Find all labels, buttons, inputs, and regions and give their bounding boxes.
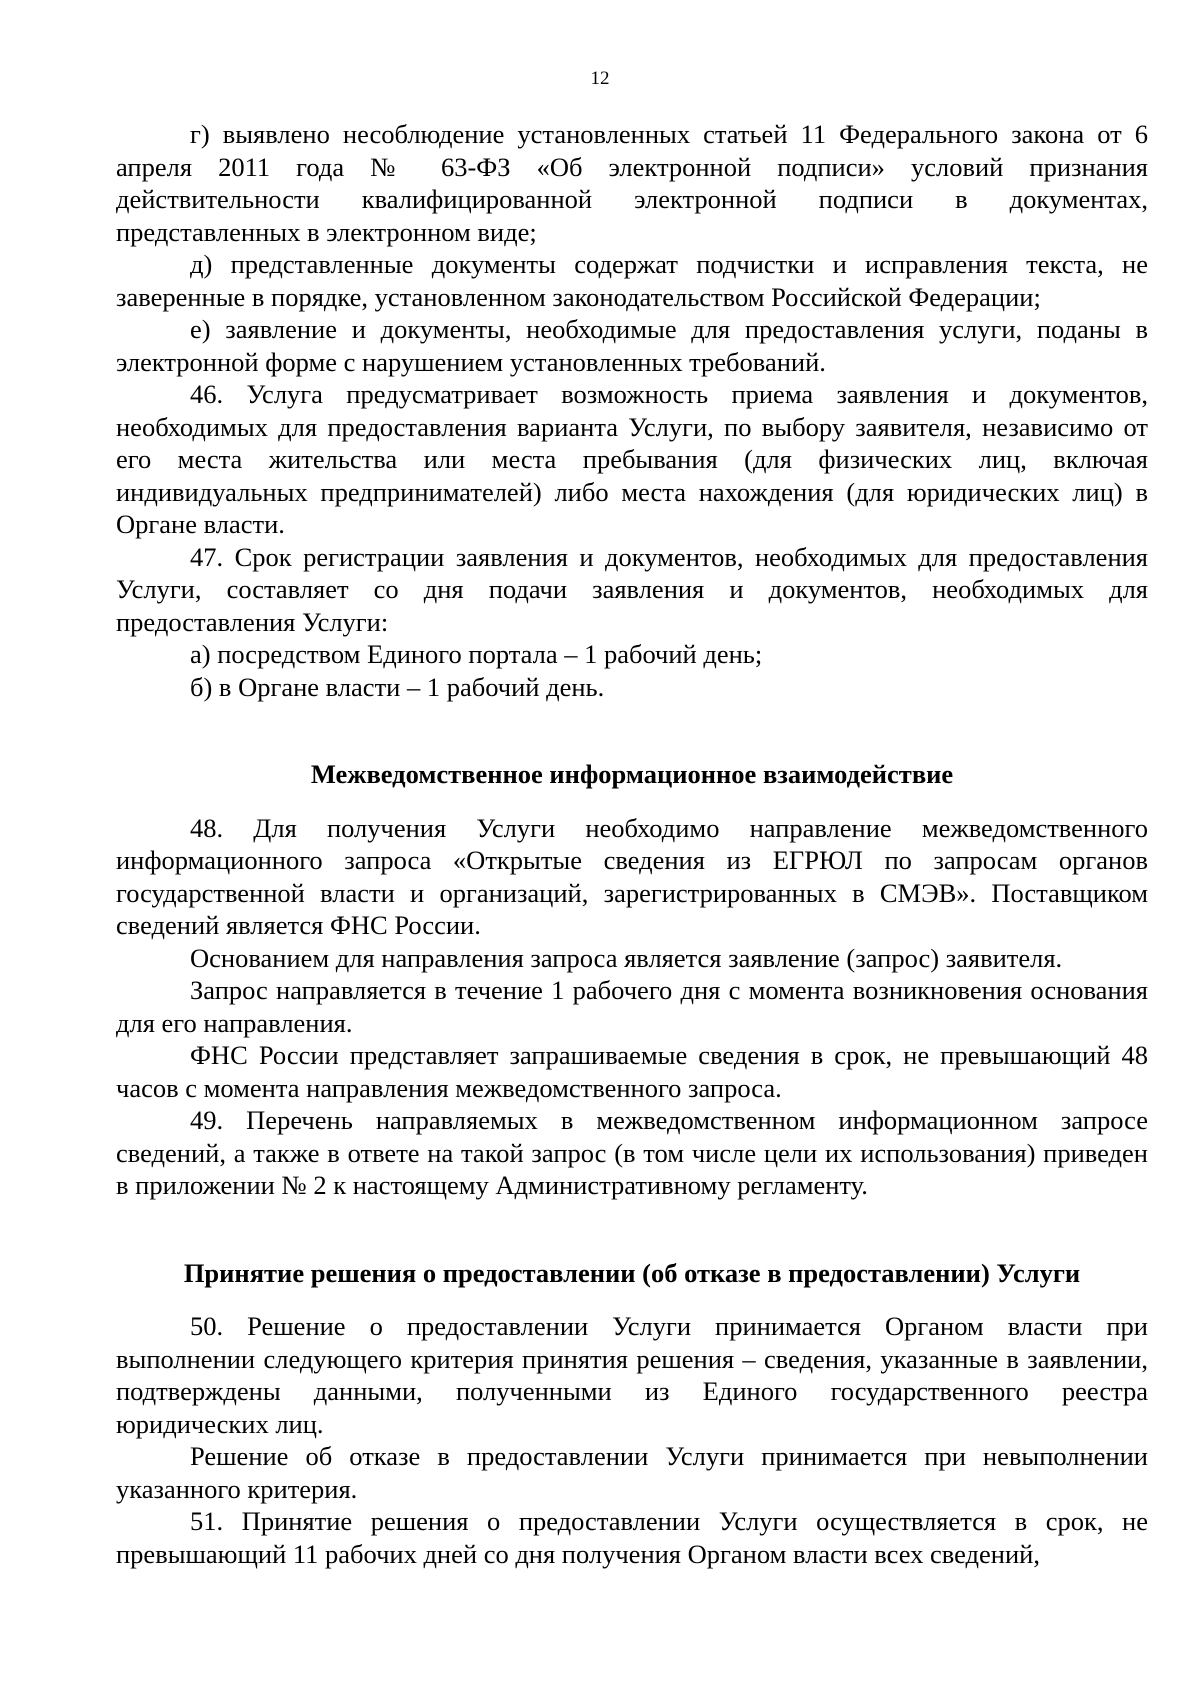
section-heading-decision: Принятие решения о предоставлении (об отказе в предоставлении) Услуги: [183, 1257, 1081, 1288]
paragraph-request-timing: Запрос направляется в течение 1 рабочего дня с момента возникновения основания для его направления.: [116, 975, 1148, 1038]
paragraph-47: 47. Срок регистрации заявления и документов, необходимых для предоставления Услуги, составляет со дня подачи заявления и документов, необходимых для предоставления Услуги:: [116, 541, 1148, 637]
paragraph-item-a: а) посредством Единого портала – 1 рабочий день;: [190, 639, 763, 669]
paragraph-46: 46. Услуга предусматривает возможность приема заявления и документов, необходимых для предоставления варианта Услуги, по выбору заявителя, независимо от его места жительства или места пребывания (для физических лиц, включая индивидуальных предпринимателей) либо места нахождения (для юридических лиц) в Органе власти.: [116, 379, 1148, 539]
paragraph-item-g: г) выявлено несоблюдение установленных статьей 11 Федерального закона от 6 апреля 2011 года № 63-ФЗ «Об электронной подписи» условий признания действительности квалифицированной электронной подписи в документах, представленных в электронном виде;: [116, 119, 1148, 247]
paragraph-49: 49. Перечень направляемых в межведомственном информационном запросе сведений, а также в ответе на такой запрос (в том числе цели их использования) приведен в приложении № 2 к настоящему Административному регламенту.: [116, 1105, 1148, 1200]
paragraph-51: 51. Принятие решения о предоставлении Услуги осуществляется в срок, не превышающий 11 рабочих дней со дня получения Органом власти всех сведений,: [116, 1506, 1148, 1569]
paragraph-item-b: б) в Органе власти – 1 рабочий день.: [190, 671, 605, 702]
paragraph-item-d: д) представленные документы содержат подчистки и исправления текста, не заверенные в порядке, установленном законодательством Российской Федерации;: [116, 249, 1148, 312]
paragraph-item-e: е) заявление и документы, необходимые для предоставления услуги, поданы в электронной форме с нарушением установленных требований.: [116, 314, 1148, 377]
document-body: [116, 118, 1148, 1570]
section-heading-interagency: Межведомственное информационное взаимодействие: [310, 759, 954, 789]
paragraph-refusal: Решение об отказе в предоставлении Услуги принимается при невыполнении указанного критерия.: [116, 1441, 1148, 1504]
paragraph-50: 50. Решение о предоставлении Услуги принимается Органом власти при выполнении следующего критерия принятия решения – сведения, указанные в заявлении, подтверждены данными, полученными из Единого государственного реестра юридических лиц.: [116, 1311, 1148, 1439]
paragraph-basis: Основанием для направления запроса является заявление (запрос) заявителя.: [190, 942, 1063, 973]
paragraph-48: 48. Для получения Услуги необходимо направление межведомственного информационного запроса «Открытые сведения из ЕГРЮЛ по запросам органов государственной власти и организаций, зарегистрированных в СМЭВ». Поставщиком сведений является ФНС России.: [116, 812, 1148, 940]
page-number: 12: [590, 68, 610, 89]
paragraph-fns-response: ФНС России представляет запрашиваемые сведения в срок, не превышающий 48 часов с момента направления межведомственного запроса.: [116, 1040, 1148, 1103]
